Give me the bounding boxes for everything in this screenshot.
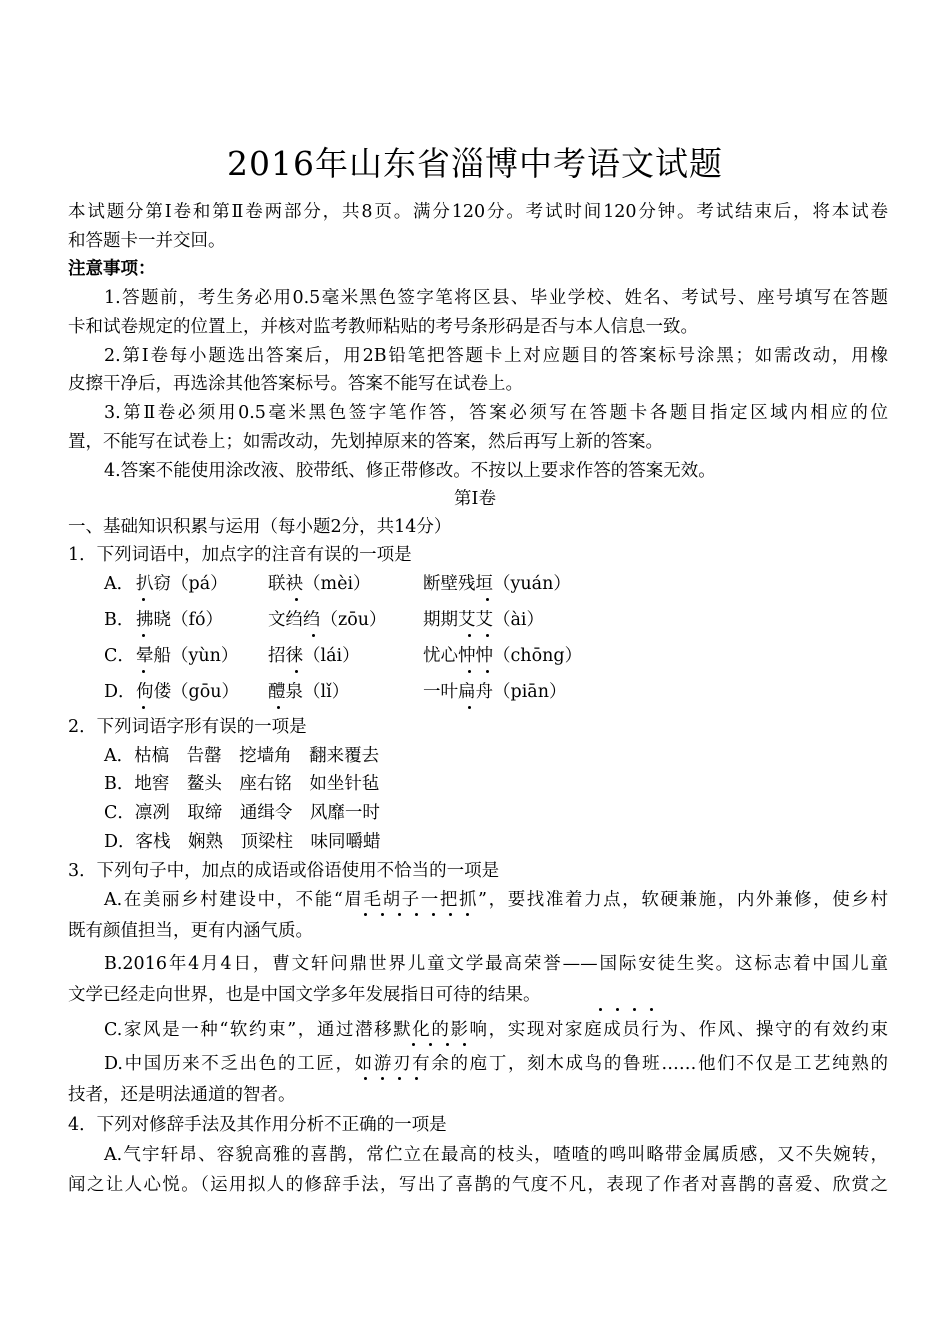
emphasis-dot <box>398 1077 401 1080</box>
emphasis-dot <box>463 1043 466 1046</box>
q3-option-b: B.2016年4月4日，曹文轩问鼎世界儿童文学最高荣誉——国际安徒生奖。这标志着中国儿童 <box>104 954 888 974</box>
emphasis-dot <box>381 913 384 916</box>
q1-option-c-word-3: 忧心忡忡（chōng） <box>423 646 583 666</box>
q1-option-d-word-1: 佝偻（gōu） <box>136 682 240 702</box>
q4-stem: 4．下列对修辞手法及其作用分析不正确的一项是 <box>68 1115 447 1135</box>
notice-item-3: 3.第Ⅱ卷必须用0.5毫米黑色签字笔作答，答案必须写在答题卡各题目指定区域内相应的位 <box>104 403 888 423</box>
q1-option-b-label: B． <box>104 610 135 630</box>
q1-option-a-word-1: 扒窃（pá） <box>136 574 228 594</box>
q3-option-a-cont: 既有颜值担当，更有内涵气质。 <box>68 921 313 941</box>
emphasis-dot <box>486 670 489 673</box>
q3-option-c: C.家风是一种“软约束”，通过潜移默化的影响，实现对家庭成员行为、作风、操守的有效约束 <box>104 1020 888 1040</box>
section-1-heading: 一、基础知识积累与运用（每小题2分，共14分） <box>68 517 452 537</box>
emphasis-dot <box>398 913 401 916</box>
intro-line-1: 本试题分第Ⅰ卷和第Ⅱ卷两部分，共8页。满分120分。考试时间120分钟。考试结束后，将本试卷 <box>68 202 888 222</box>
emphasis-dot <box>142 706 145 709</box>
q1-option-b-word-1: 拂晓（fó） <box>136 610 224 630</box>
q1-option-a-label: A． <box>104 574 135 594</box>
emphasis-dot <box>142 670 145 673</box>
notice-item-1: 1.答题前，考生务必用0.5毫米黑色签字笔将区县、毕业学校、姓名、考试号、座号填写在答题 <box>104 288 888 308</box>
volume-title: 第Ⅰ卷 <box>454 489 496 509</box>
q2-option-b: B．地窖 鳌头 座右铭 如坐针毡 <box>104 774 380 794</box>
emphasis-dot <box>616 1008 619 1011</box>
emphasis-dot <box>633 1008 636 1011</box>
emphasis-dot <box>429 1043 432 1046</box>
q3-option-d: D.中国历来不乏出色的工匠，如游刃有余的庖丁，刻木成鸟的鲁班……他们不仅是工艺纯熟的 <box>104 1054 888 1074</box>
notice-item-2: 2.第Ⅰ卷每小题选出答案后，用2B铅笔把答题卡上对应题目的答案标号涂黑；如需改动，用橡 <box>104 346 888 366</box>
emphasis-dot <box>277 706 280 709</box>
q1-option-d-word-2: 醴泉（lǐ） <box>268 682 350 702</box>
q1-option-a-word-3: 断壁残垣（yuán） <box>423 574 571 594</box>
emphasis-dot <box>381 1077 384 1080</box>
emphasis-dot <box>486 598 489 601</box>
emphasis-dot <box>486 634 489 637</box>
emphasis-dot <box>468 706 471 709</box>
notice-heading: 注意事项： <box>68 259 156 279</box>
intro-line-2: 和答题卡一并交回。 <box>68 231 226 251</box>
q2-option-c: C．凛冽 取缔 通缉令 风靡一时 <box>104 803 380 823</box>
exam-title: 2016年山东省淄博中考语文试题 <box>227 144 723 183</box>
q1-option-a-word-2: 联袂（mèi） <box>268 574 371 594</box>
emphasis-dot <box>466 913 469 916</box>
emphasis-dot <box>650 1008 653 1011</box>
q2-option-a: A．枯槁 告罄 挖墙角 翻来覆去 <box>104 746 380 766</box>
q3-option-a: A.在美丽乡村建设中，不能“眉毛胡子一把抓”，要找准着力点，软硬兼施，内外兼修，使乡村 <box>104 890 888 910</box>
q3-option-b-cont: 文学已经走向世界，也是中国文学多年发展指日可待的结果。 <box>68 985 541 1005</box>
emphasis-dot <box>142 598 145 601</box>
notice-item-3-cont: 置，不能写在试卷上；如需改动，先划掉原来的答案，然后再写上新的答案。 <box>68 432 663 452</box>
emphasis-dot <box>312 634 315 637</box>
q1-option-b-word-2: 文绉绉（zōu） <box>268 610 387 630</box>
emphasis-dot <box>364 913 367 916</box>
emphasis-dot <box>468 634 471 637</box>
q1-option-d-word-3: 一叶扁舟（piān） <box>423 682 567 702</box>
q3-option-d-cont: 技者，还是明法通道的智者。 <box>68 1085 296 1105</box>
emphasis-dot <box>468 670 471 673</box>
q2-option-d: D．客栈 娴熟 顶梁柱 味同嚼蜡 <box>104 832 381 852</box>
q1-option-b-word-3: 期期艾艾（ài） <box>423 610 545 630</box>
notice-item-1-cont: 卡和试卷规定的位置上，并核对监考教师粘贴的考号条形码是否与本人信息一致。 <box>68 317 698 337</box>
emphasis-dot <box>295 598 298 601</box>
emphasis-dot <box>364 1077 367 1080</box>
emphasis-dot <box>446 1043 449 1046</box>
q1-option-d-label: D． <box>104 682 136 702</box>
emphasis-dot <box>599 1008 602 1011</box>
notice-item-4: 4.答案不能使用涂改液、胶带纸、修正带修改。不按以上要求作答的答案无效。 <box>104 461 716 481</box>
q1-option-c-word-2: 招徕（lái） <box>268 646 360 666</box>
emphasis-dot <box>415 1077 418 1080</box>
emphasis-dot <box>432 913 435 916</box>
emphasis-dot <box>415 913 418 916</box>
q4-option-a: A.气宇轩昂、容貌高雅的喜鹊，常伫立在最高的枝头，喳喳的鸣叫略带金属质感，又不失婉转， <box>104 1145 888 1165</box>
q3-stem: 3．下列句子中，加点的成语或俗语使用不恰当的一项是 <box>68 861 500 881</box>
q1-option-c-label: C． <box>104 646 135 666</box>
notice-item-2-cont: 皮擦干净后，再选涂其他答案标号。答案不能写在试卷上。 <box>68 374 523 394</box>
emphasis-dot <box>142 634 145 637</box>
emphasis-dot <box>412 1043 415 1046</box>
q2-stem: 2．下列词语字形有误的一项是 <box>68 717 307 737</box>
q4-option-a-cont: 闻之让人心悦。（运用拟人的修辞手法，写出了喜鹊的气度不凡，表现了作者对喜鹊的喜爱、欣赏之 <box>68 1175 888 1195</box>
q1-stem: 1．下列词语中，加点字的注音有误的一项是 <box>68 545 412 565</box>
emphasis-dot <box>449 913 452 916</box>
q1-option-c-word-1: 晕船（yùn） <box>136 646 239 666</box>
emphasis-dot <box>295 670 298 673</box>
